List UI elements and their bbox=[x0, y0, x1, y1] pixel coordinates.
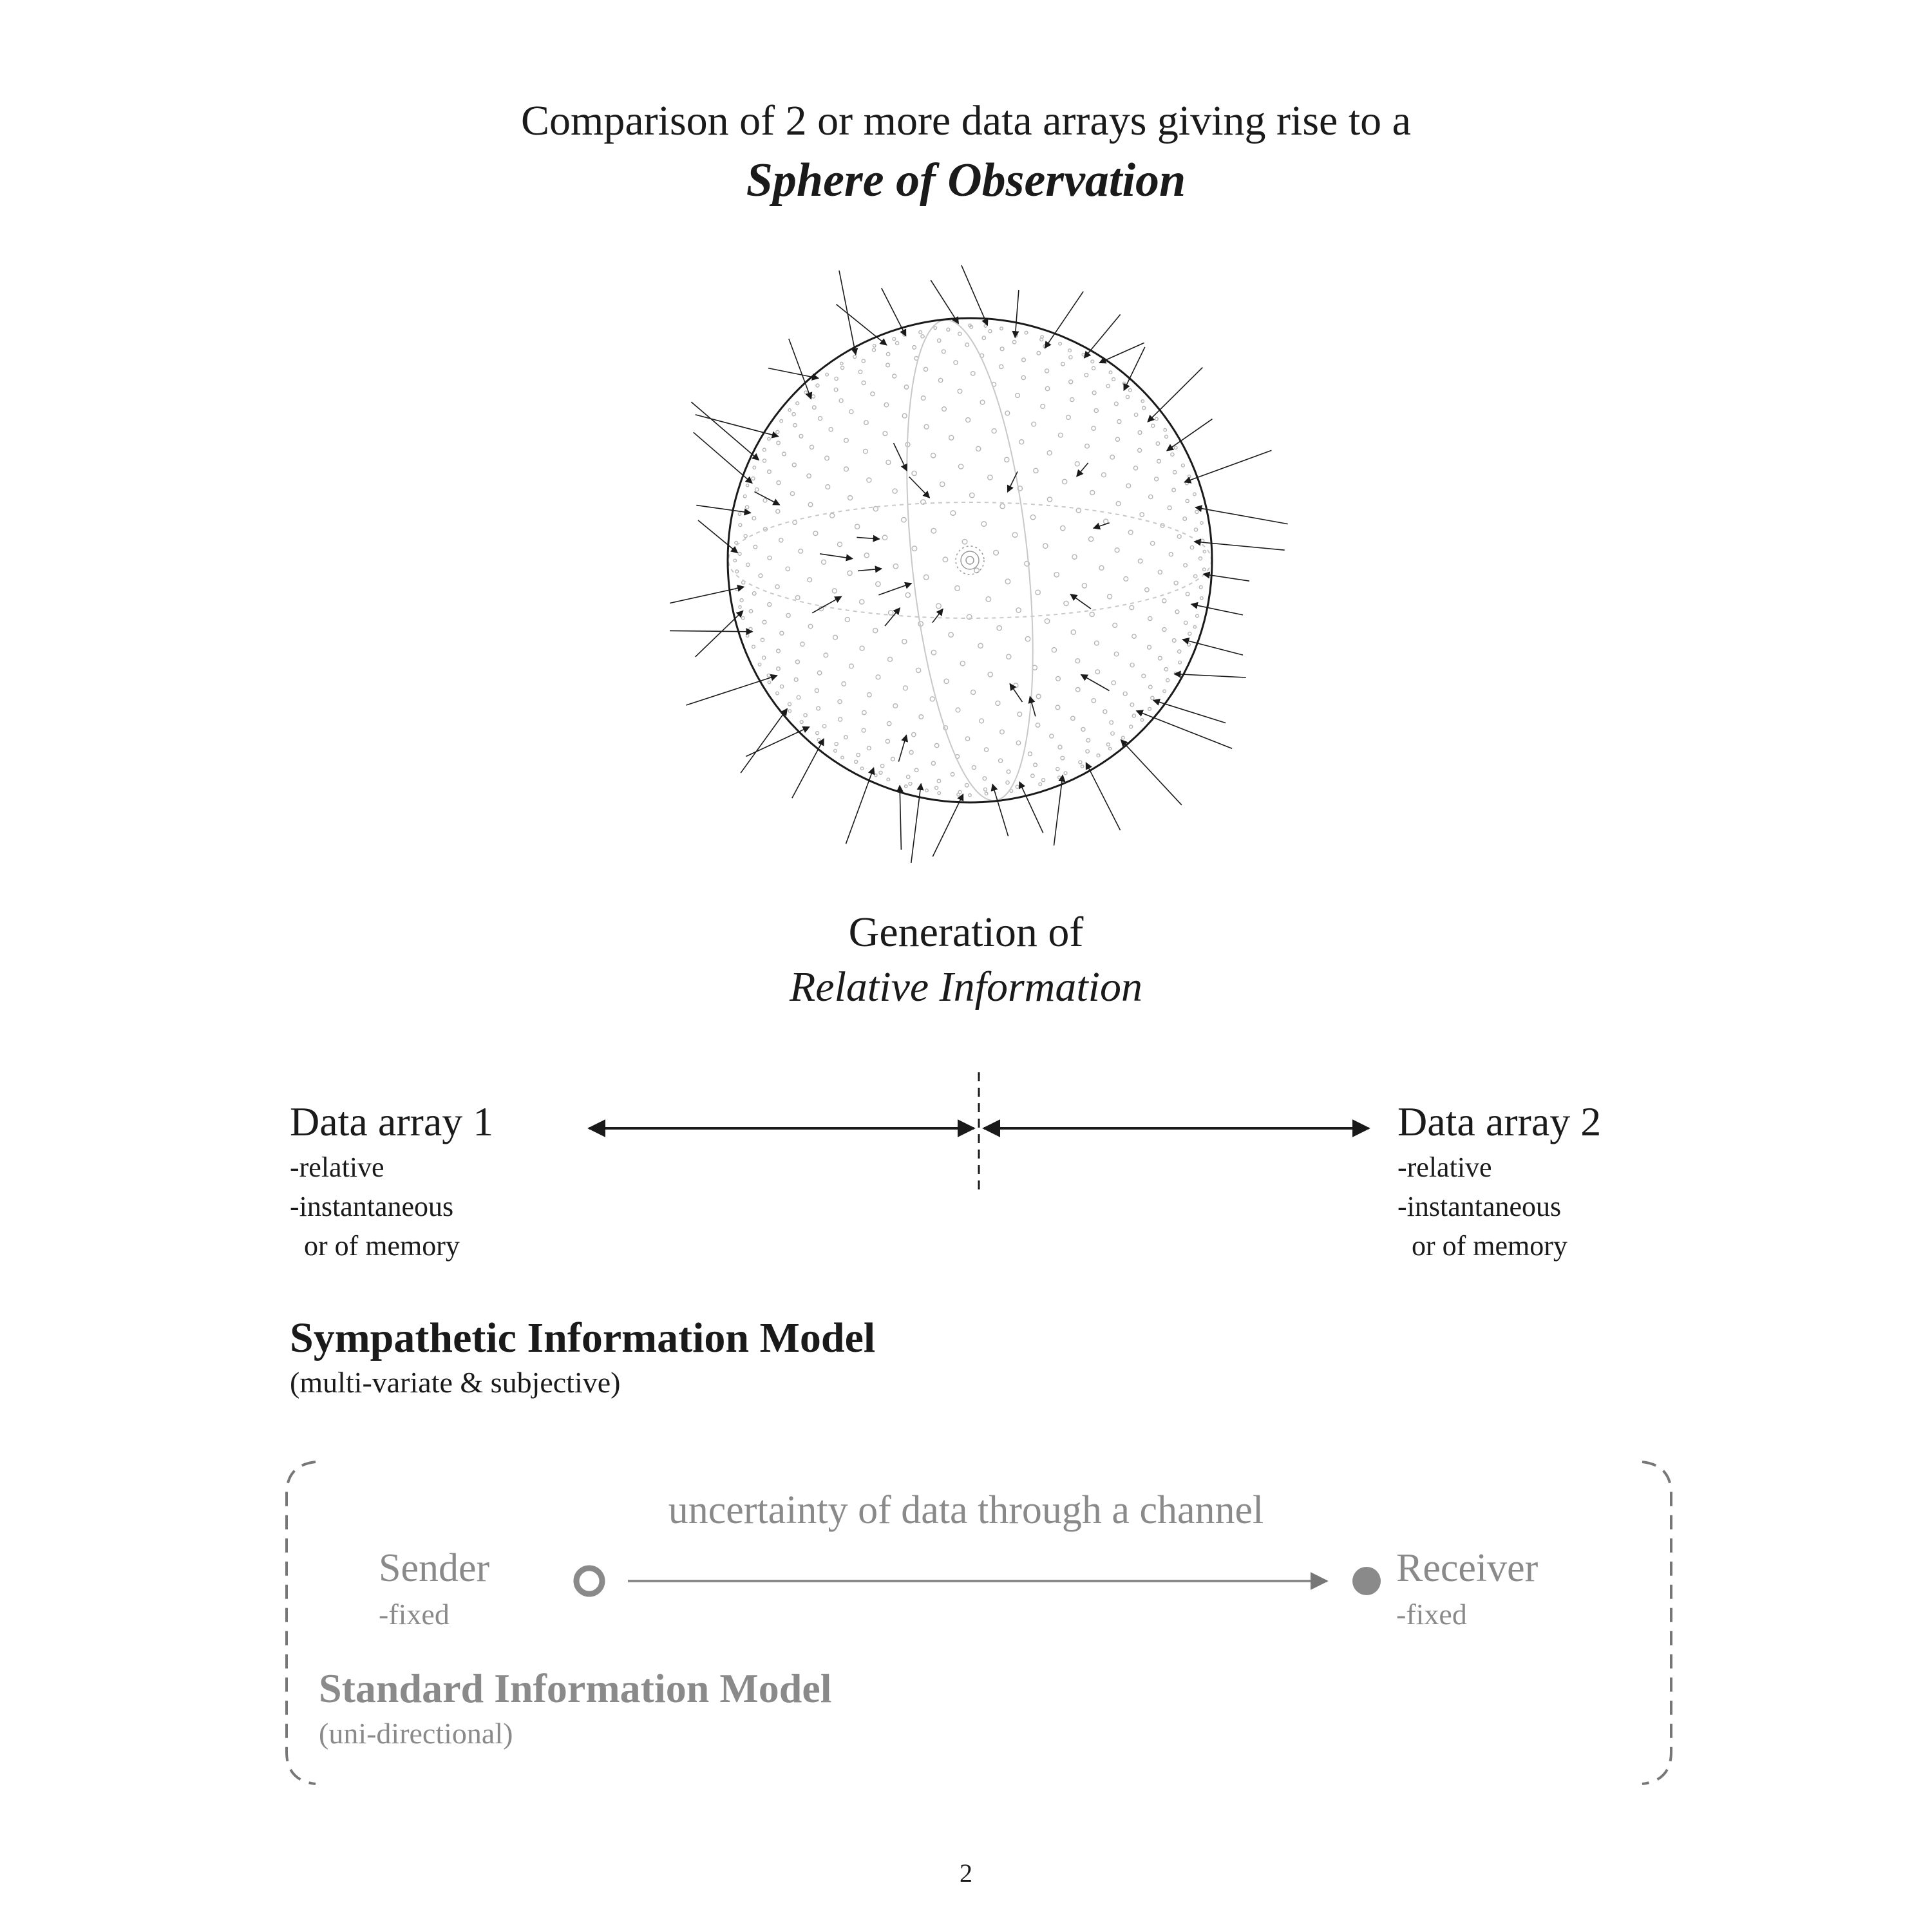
sphere-outline bbox=[728, 318, 1212, 802]
sympathetic-model-subtitle: (multi-variate & subjective) bbox=[290, 1366, 621, 1399]
standard-model-title: Standard Information Model bbox=[319, 1665, 832, 1711]
sphere-of-observation bbox=[670, 245, 1301, 863]
channel-label: uncertainty of data through a channel bbox=[668, 1488, 1264, 1532]
sphere-center-rings bbox=[956, 546, 984, 574]
data-array-1-notes: -relative -instantaneous or of memory bbox=[290, 1151, 460, 1262]
bidirectional-arrows bbox=[0, 1056, 1932, 1198]
sympathetic-model-title: Sympathetic Information Model bbox=[290, 1314, 876, 1361]
sender-label: Sender bbox=[379, 1546, 490, 1590]
standard-model-subtitle: (uni-directional) bbox=[319, 1717, 513, 1750]
sphere-incoming-arrows bbox=[670, 265, 1288, 863]
data-array-1-title: Data array 1 bbox=[290, 1099, 494, 1144]
page-number: 2 bbox=[960, 1859, 972, 1888]
receiver-sublabel: -fixed bbox=[1396, 1598, 1467, 1631]
data-array-2-notes: -relative -instantaneous or of memory bbox=[1397, 1151, 1567, 1262]
receiver-label: Receiver bbox=[1396, 1546, 1539, 1590]
sender-sublabel: -fixed bbox=[379, 1598, 450, 1631]
generation-subheading: Relative Information bbox=[789, 963, 1143, 1010]
title-line-2: Sphere of Observation bbox=[746, 154, 1186, 207]
data-array-2-title: Data array 2 bbox=[1397, 1099, 1602, 1144]
generation-heading: Generation of bbox=[848, 909, 1084, 956]
channel-diagram bbox=[554, 1552, 1391, 1610]
title-line-1: Comparison of 2 or more data arrays giving rise to a bbox=[521, 97, 1411, 144]
sender-node-icon bbox=[576, 1568, 602, 1594]
sphere-dot-field bbox=[734, 324, 1206, 797]
receiver-node-icon bbox=[1352, 1567, 1381, 1595]
